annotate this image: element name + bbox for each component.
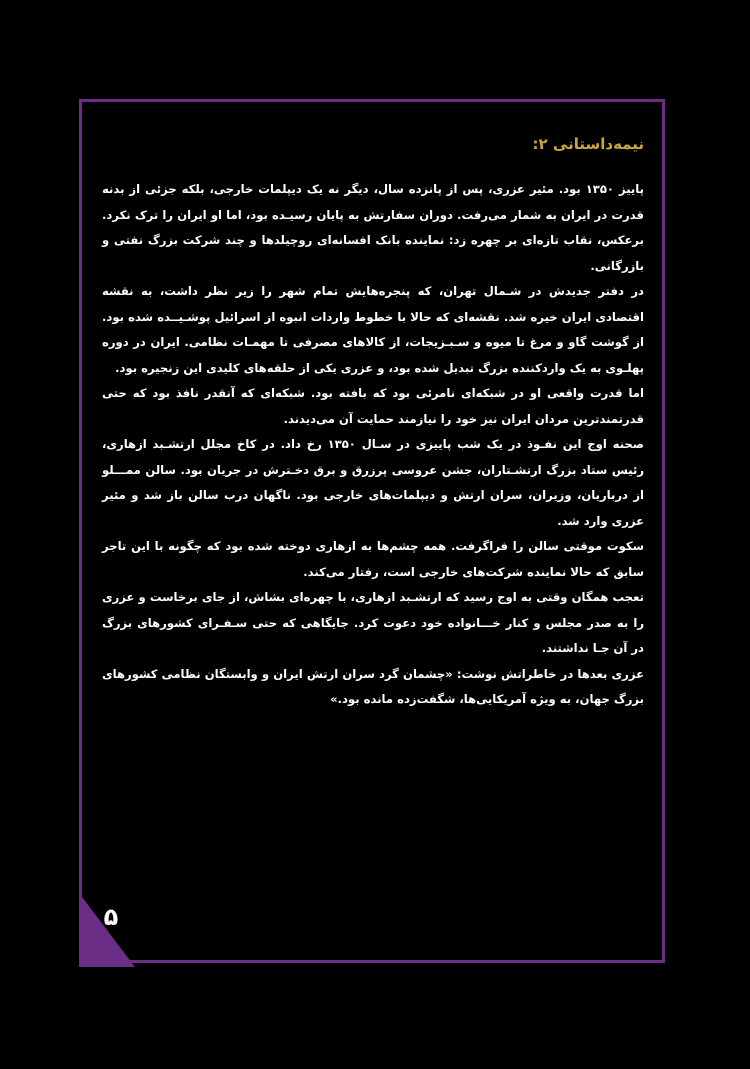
paragraph-7: عزری بعدها در خاطراتش نوشت: «چشمان گرد سران ارتش ایران و وابستگان نظامی کشورهای بزرگ جهان، به ویژه آمریکایی‌ها، شگفت‌زده مانده بود.» bbox=[102, 666, 644, 706]
paragraph-1: پاییز ۱۳۵۰ بود. مئیر عزری، پس از پانزده سال، دیگر نه یک دیپلمات خارجی، بلکه جزئی از بدنه قدرت در ایران به شمار می‌رفت. دوران سفارتش به پایان رسیـده بود، اما او ایران را ترک نکرد. برعکس، نقاب تازه‌ای بر چهره زد: نماینده بانک افسانه‌ای روچیلدها و چند شرکت بزرگ نفتی و بازرگانی. bbox=[102, 182, 644, 273]
paragraph-6: تعجب همگان وقتی به اوج رسید که ارتشـبد ازهاری، با چهره‌ای بشاش، از جای برخاست و عزری را به صدر مجلس و کنار خـــانواده خود دعوت کرد. جایگاهی که حتی سـفـرای کشورهای بزرگ در آن جـا نداشتند. bbox=[102, 590, 644, 655]
paragraph-2: در دفتر جدیدش در شـمال تهران، که پنجره‌هایش تمام شهر را زیر نظر داشت، به نقشه اقتصادی ایران خیره شد. نقشه‌ای که حالا با خطوط واردات انبوه از اسرائیل پوشـیــده شده بود. از گوشت گاو و مرغ تا میوه و سـبـزیجات، از کالاهای مصرفی تا مهمـات نظامی. ایران در دوره پهلـوی به یک واردکننده بزرگ تبدیل شده بود، و عزری یکی از حلقه‌های کلیدی این زنجیره بود. bbox=[102, 284, 644, 375]
paragraph-5: سکوت موقتی سالن را فراگرفت. همه چشم‌ها به ازهاری دوخته شده بود که چگونه با این تاجر سابق که حالا نماینده شرکت‌های خارجی است، رفتار می‌کند. bbox=[102, 539, 644, 579]
page-number: ۵ bbox=[103, 903, 119, 931]
paragraph-4: صحنه اوج این نفـوذ در یک شب پاییزی در سـال ۱۳۵۰ رخ داد. در کاخ مجلل ارتشـبد ازهاری، رئیس ستاد بزرگ ارتشـتاران، جشن عروسی پرزرق و برق دخـترش در جریان بود. سالن ممـــلو از درباریان، وزیران، سران ارتش و دیپلمات‌های خارجی بود. ناگهان درب سالن باز شد و مئیر عزری وارد شد. bbox=[102, 437, 644, 528]
section-heading: نیمه‌داستانی ۲: bbox=[532, 135, 644, 153]
paragraph-3: اما قدرت واقعی او در شبکه‌ای نامرئی بود که بافته بود. شبکه‌ای که آنقدر نافذ بود که حتی قدرتمندترین مردان ایران نیز خود را نیازمند حمایت آن می‌دیدند. bbox=[102, 386, 644, 426]
page-content bbox=[102, 133, 644, 713]
